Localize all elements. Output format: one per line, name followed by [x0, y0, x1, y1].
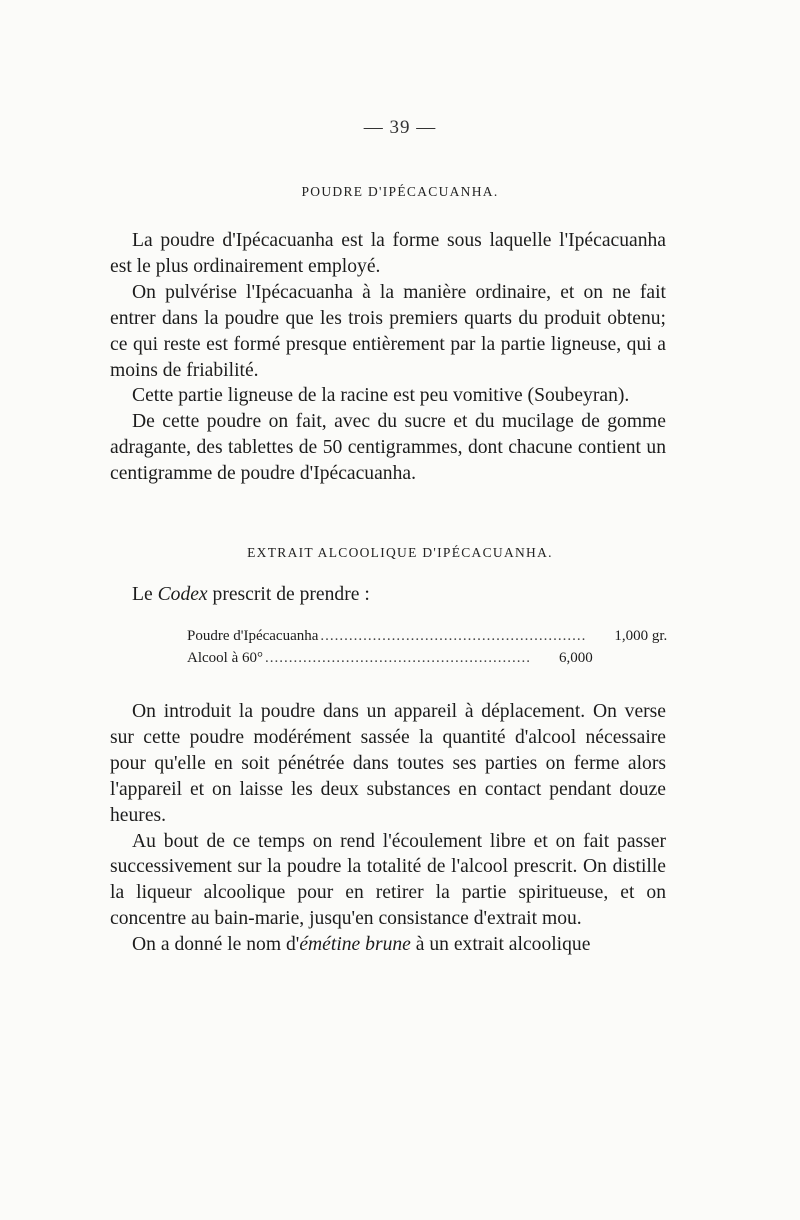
ingredient-quantity: 1,000 gr.: [614, 628, 668, 644]
ingredient-quantity: 6,000: [558, 650, 593, 666]
section-heading-poudre: POUDRE D'IPÉCACUANHA.: [301, 184, 499, 199]
intro-text-end: prescrit de prendre :: [207, 584, 370, 605]
recipe-list: [187, 625, 668, 669]
recipe-row: [187, 625, 668, 647]
leader-dots: ........................................................: [264, 650, 531, 666]
last-text: On a donné le nom d': [132, 934, 300, 956]
last-italic: émétine brune: [299, 934, 411, 956]
ingredient-name: Poudre d'Ipécacuanha: [187, 628, 319, 644]
ingredient-name: Alcool à 60°: [187, 650, 263, 666]
leader-dots: ........................................................: [320, 628, 587, 644]
recipe-intro: [132, 584, 370, 606]
intro-italic: Codex: [157, 584, 208, 605]
recipe-row: [187, 647, 593, 669]
section-body-poudre: [110, 228, 666, 487]
paragraph: De cette poudre on fait, avec du sucre et du mucilage de gomme adragante, des tablettes de 50 centigrammes, dont chacune contient un centigramme de poudre d'Ipécacuanha.: [110, 411, 666, 485]
paragraph: Au bout de ce temps on rend l'écoulement libre et on fait passer successivement sur la poudre la totalité de l'alcool prescrit. On distille la liqueur alcoolique pour en retirer la partie spiritueuse, et on concentre au bain-marie, jusqu'en consistance d'extrait mou.: [110, 830, 666, 930]
paragraph: On introduit la poudre dans un appareil à déplacement. On verse sur cette poudre modérément sassée la quantité d'alcool nécessaire pour qu'elle en soit pénétrée dans toutes ses parties on ferme alors l'appareil et on laisse les deux substances en contact pendant douze heures.: [110, 701, 666, 826]
last-text-end: à un extrait alcoolique: [410, 934, 591, 956]
paragraph: Cette partie ligneuse de la racine est peu vomitive (Soubeyran).: [132, 385, 630, 407]
page-number: — 39 —: [363, 117, 437, 138]
section-heading-extrait: EXTRAIT ALCOOLIQUE D'IPÉCACUANHA.: [247, 545, 553, 560]
paragraph-last: [110, 932, 666, 958]
section-body-extrait: [110, 699, 666, 958]
intro-text: Le: [132, 584, 158, 605]
paragraph: On pulvérise l'Ipécacuanha à la manière ordinaire, et on ne fait entrer dans la poudre que les trois premiers quarts du produit obtenu; ce qui reste est formé presque entièrement par la partie ligneuse, qui a moins de friabilité.: [110, 281, 666, 381]
paragraph: La poudre d'Ipécacuanha est la forme sous laquelle l'Ipécacuanha est le plus ordinairement employé.: [110, 230, 666, 277]
